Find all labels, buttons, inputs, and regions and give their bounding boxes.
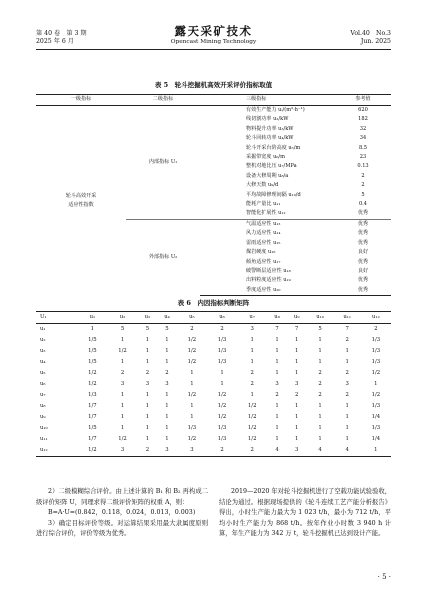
table6-row-label: u₃ — [40, 348, 46, 354]
reference-value: 2 — [361, 182, 365, 189]
table6-cell: 1/5 — [88, 337, 97, 343]
table6-cell: 1/3 — [217, 425, 227, 431]
level3-indicator: 煤岩硬度 u₁₆ — [246, 249, 276, 256]
table6-row — [36, 401, 391, 412]
table6-cell: 1 — [145, 403, 150, 409]
table5 — [36, 94, 391, 296]
volume-issue-en: Vol.40 No.3 — [350, 30, 391, 37]
header-right — [350, 30, 391, 46]
table6-cell: 1 — [220, 381, 224, 387]
table6-header: u₃ — [138, 312, 158, 324]
table6-cell: 3 — [157, 445, 177, 457]
table6-cell: 1/2 — [217, 414, 227, 420]
table6-cell: 1/2 — [187, 348, 197, 354]
table6-cell: 1 — [190, 403, 194, 409]
table6-cell: 1 — [120, 425, 125, 431]
table6-cell: 1/2 — [118, 436, 127, 442]
table6-cell: 3 — [177, 445, 207, 457]
table6-cell: 1 — [165, 425, 169, 431]
table5-header: 一级指标 — [36, 95, 126, 106]
table6-cell: 2 — [120, 370, 125, 376]
table6-cell: 1/2 — [217, 403, 227, 409]
table6-header: u₅ — [177, 312, 207, 324]
table6-header: u₁₀ — [306, 312, 333, 324]
table6-cell: 2 — [220, 326, 224, 332]
reference-value: 23 — [359, 154, 367, 161]
table6-cell: 1 — [190, 370, 194, 376]
level3-indicator: 轮斗开采台阶高度 u₅/m — [246, 144, 301, 151]
table6-cell: 1/5 — [88, 348, 97, 354]
table6-cell: 1/2 — [247, 403, 257, 409]
table6-cell: 1 — [294, 414, 299, 420]
table6-row-label: u₁ — [40, 326, 46, 332]
table6-cell: 1/2 — [88, 370, 97, 376]
reference-value: 优秀 — [357, 258, 369, 265]
table6-cell: 1/2 — [217, 392, 227, 398]
table6-cell: 1 — [275, 370, 279, 376]
level3-indicator: 轮斗回转功率 u₄/kW — [246, 135, 294, 142]
table6-cell: 7 — [275, 326, 279, 332]
reference-value: 182 — [358, 116, 368, 123]
table6-cell: 3 — [250, 326, 254, 332]
reference-value: 优秀 — [357, 277, 369, 284]
table6-cell: 1 — [275, 337, 279, 343]
level3-indicator: 气温适应性 u₁₃ — [200, 219, 335, 229]
table6-cell: 7 — [345, 326, 349, 332]
paragraph: 3）确定目标评价等级。对运算结果采用最大隶属度原则进行综合评价，评价等级为优秀。 — [36, 519, 208, 538]
level3-indicator: 季度适应性 u₂₀ — [200, 286, 335, 296]
table6-row-label: u₆ — [40, 381, 46, 387]
table6-cell: 1 — [318, 403, 322, 409]
table6-cell: 2 — [207, 445, 237, 457]
table6-header: u₉ — [287, 312, 307, 324]
table5-header-row — [36, 95, 391, 106]
table6-row-label: u₇ — [40, 392, 46, 398]
table6-cell: 2 — [374, 326, 378, 332]
table6-cell: 1/2 — [371, 392, 381, 398]
table6-cell: 5 — [120, 326, 125, 332]
table6-cell: 1 — [250, 348, 254, 354]
table6-cell: 1 — [145, 425, 150, 431]
table6-header: u₂ — [107, 312, 137, 324]
table6-row — [36, 368, 391, 379]
table6-cell: 1/2 — [187, 436, 197, 442]
table6-cell: 1 — [294, 370, 299, 376]
table6-cell: 2 — [250, 370, 254, 376]
table6-caption: 表 6 内因指标判断矩阵 — [177, 299, 250, 307]
table6-cell: 1 — [250, 337, 254, 343]
table6-cell: 1/2 — [247, 425, 257, 431]
reference-value: 32 — [359, 125, 367, 132]
table6-cell: 1/2 — [247, 414, 257, 420]
table6-row-label: u₁₂ — [36, 445, 77, 457]
table6-cell: 3 — [275, 381, 279, 387]
table6-header: u₁ — [77, 312, 107, 324]
level3-indicator: 大修天数 u₉/d — [246, 182, 279, 189]
table6-cell: 1/3 — [371, 403, 381, 409]
table6-row-label: u₂ — [40, 337, 46, 343]
table6-cell: 1 — [165, 436, 169, 442]
table6-cell: 1 — [294, 403, 299, 409]
table6-cell: 2 — [138, 445, 158, 457]
table6-cell: 3 — [145, 381, 150, 387]
table6-cell: 1 — [275, 414, 279, 420]
table6-cell: 1 — [120, 414, 125, 420]
table6-cell: 1/2 — [247, 436, 257, 442]
table6-cell: 1 — [190, 414, 194, 420]
table6-cell: 2 — [145, 370, 150, 376]
table6-header: U₁ — [36, 312, 77, 324]
level3-indicator: 采掘带宽度 u₆/m — [246, 154, 285, 161]
table6-cell: 2 — [294, 392, 299, 398]
table5-body — [36, 106, 391, 296]
table6-row — [36, 445, 391, 457]
table6-cell: 1 — [275, 436, 279, 442]
table6-row — [36, 412, 391, 423]
table6-cell: 2 — [190, 326, 194, 332]
level3-indicator: 能耗产量比 u₁₁ — [246, 201, 281, 208]
table6-cell: 2 — [165, 370, 169, 376]
table6-cell: 7 — [294, 326, 299, 332]
table6-cell: 1 — [294, 348, 299, 354]
table6-cell: 1 — [374, 381, 378, 387]
paragraph: 2）二级模糊综合评价。由上述计算的 B₁ 和 B₂ 再构成二级评价矩阵 U，同理求得二级评价矩阵的权重 A，则： — [36, 488, 208, 506]
table6-cell: 1 — [294, 425, 299, 431]
body-column-right — [219, 487, 391, 540]
reference-value: 8.5 — [358, 144, 368, 151]
volume-issue: 第 40 卷 第 3 期 — [36, 30, 87, 37]
table6-cell: 4 — [267, 445, 287, 457]
table6-cell: 1/3 — [217, 359, 227, 365]
journal-title-en: Opencast Mining Technology — [170, 39, 257, 45]
level3-indicator: 风力适应性 u₁₄ — [246, 230, 281, 237]
table6-header: u₄ — [157, 312, 177, 324]
table5-caption: 表 5 轮斗挖掘机高效开采评价指标取值 — [154, 81, 273, 89]
table6-cell: 1 — [120, 403, 125, 409]
table6-cell: 2 — [318, 370, 322, 376]
table6-cell: 4 — [334, 445, 361, 457]
reference-value: 优秀 — [357, 230, 369, 237]
table6-row-label: u₅ — [40, 370, 46, 376]
table6-cell: 1/2 — [77, 445, 107, 457]
table6-cell: 1/3 — [371, 425, 381, 431]
table6-row — [36, 434, 391, 445]
table6-cell: 5 — [145, 326, 150, 332]
table6-cell: 3 — [287, 445, 307, 457]
table6-cell: 1 — [345, 436, 349, 442]
table6-cell: 1/2 — [187, 392, 197, 398]
level3-indicator: 出料粒度适应性 u₁₉ — [246, 277, 291, 284]
table6 — [36, 311, 391, 457]
level2-indicator: 内部指标 U₁ — [148, 158, 178, 165]
table6-cell: 2 — [318, 381, 322, 387]
table6-cell: 3 — [294, 381, 299, 387]
table6-cell: 1/4 — [371, 414, 381, 420]
level3-indicator: 平均故障修理间隔 u₁₀/d — [246, 191, 301, 198]
table6-cell: 1 — [165, 403, 169, 409]
table6-row — [36, 324, 391, 336]
paragraph: 2019—2020 年对轮斗挖掘机进行了空载功能试验验收，结论为通过。根据现场提供的《轮斗连续工艺产能分析报告》得出，小时生产能力最大为 1 023 t/h，最小为 712 t/h，平均小时生产能力为 868 t/h。按年作业小时数 3 940 h 计算，年生产能力为 342 万 t，轮斗挖掘机已达到设计产能。 — [219, 488, 391, 538]
table6-header: u₇ — [237, 312, 267, 324]
table6-header: u₁₂ — [361, 312, 391, 324]
table6-row — [36, 346, 391, 357]
table6-cell: 3 — [345, 381, 349, 387]
page-number: · 5 · — [377, 573, 391, 581]
level2-indicator: 外部指标 U₂ — [126, 219, 200, 295]
reference-value: 良好 — [357, 249, 369, 256]
table6-cell: 1/5 — [88, 425, 97, 431]
table6-body — [36, 324, 391, 457]
level3-indicator: 设备大修周期 u₈/a — [246, 172, 289, 179]
level3-indicator: 整机对地比压 u₇/MPa — [246, 163, 297, 170]
table6-row-label: u₈ — [40, 403, 46, 409]
table6-row — [36, 390, 391, 401]
table6-cell: 1 — [120, 359, 125, 365]
table6-cell: 1 — [250, 392, 254, 398]
table6-cell: 1/7 — [88, 403, 97, 409]
table6-cell: 3 — [107, 445, 137, 457]
body-column-left — [36, 487, 208, 540]
table6-cell: 1 — [165, 348, 169, 354]
table6-cell: 1 — [345, 425, 349, 431]
reference-value: 0.4 — [358, 201, 368, 208]
table6-cell: 1 — [345, 359, 349, 365]
reference-value: 620 — [358, 107, 368, 113]
table6-cell: 4 — [306, 445, 333, 457]
table6-cell: 1 — [318, 436, 322, 442]
table6-cell: 1 — [145, 414, 150, 420]
table6-cell: 2 — [345, 392, 349, 398]
table6-cell: 1 — [318, 337, 322, 343]
table6-cell: 1 — [294, 337, 299, 343]
table6-row-label: u₁₀ — [40, 425, 48, 431]
table6-cell: 2 — [345, 337, 349, 343]
table6-cell: 1 — [275, 403, 279, 409]
table6-cell: 1 — [145, 348, 150, 354]
table6-cell: 1 — [318, 425, 322, 431]
level3-indicator: 物料提升功率 u₃/kW — [246, 125, 294, 132]
formula: B=A·U=(0.842，0.118，0.024，0.013，0.003) — [48, 509, 196, 517]
table6-cell: 1/2 — [371, 370, 381, 376]
table6-row — [36, 357, 391, 368]
table6-cell: 3 — [120, 381, 125, 387]
table5-header: 三级指标 — [200, 95, 335, 106]
table6-cell: 1 — [165, 414, 169, 420]
table6-cell: 5 — [165, 326, 169, 332]
table6-cell: 1 — [190, 381, 194, 387]
table6-header: u₆ — [207, 312, 237, 324]
table6-cell: 2 — [250, 381, 254, 387]
table6-row-label: u₉ — [40, 414, 46, 420]
table6-cell: 1/3 — [217, 348, 227, 354]
table6-cell: 1 — [145, 359, 150, 365]
table6-cell: 1/7 — [88, 436, 97, 442]
reference-value: 5 — [361, 191, 365, 198]
table6-header-row — [36, 312, 391, 324]
table6-cell: 1/2 — [88, 381, 97, 387]
table6-header: u₈ — [267, 312, 287, 324]
table6-cell: 2 — [237, 445, 267, 457]
table6-cell: 1/3 — [371, 359, 381, 365]
reference-value: 0.13 — [357, 163, 369, 170]
table6-cell: 1 — [318, 414, 322, 420]
table6-cell: 1 — [294, 436, 299, 442]
table6-cell: 1/5 — [88, 359, 97, 365]
table6-cell: 1 — [250, 359, 254, 365]
table6-row — [36, 379, 391, 390]
table6-cell: 1 — [145, 337, 150, 343]
journal-title-cn: 露天采矿技术 — [174, 24, 253, 38]
table6-cell: 1 — [294, 359, 299, 365]
table6-cell: 1/3 — [371, 348, 381, 354]
table6-cell: 2 — [345, 370, 349, 376]
level3-indicator: 智能化扩展性 u₁₂ — [246, 210, 286, 217]
table6-cell: 1 — [90, 326, 95, 332]
table6-cell: 1 — [318, 359, 322, 365]
table6-cell: 1/2 — [187, 359, 197, 365]
table6-cell: 3 — [165, 381, 169, 387]
table6-row-label: u₁₁ — [40, 436, 48, 442]
table6-row — [36, 335, 391, 346]
reference-value: 良好 — [357, 267, 369, 274]
table6-cell: 1 — [165, 337, 169, 343]
table6-cell: 2 — [318, 392, 322, 398]
table6-cell: 1 — [275, 348, 279, 354]
table6-cell: 1 — [120, 392, 125, 398]
table6-cell: 5 — [318, 326, 322, 332]
issue-date-en: Jun. 2025 — [360, 38, 391, 45]
level3-indicator: 倾角适应性 u₁₇ — [246, 258, 281, 265]
table6-cell: 1 — [220, 370, 224, 376]
level3-indicator: 有效生产能力 uᵢ/(m³·h⁻¹) — [246, 107, 305, 113]
reference-value: 优秀 — [335, 219, 391, 229]
level1-indicator: 轮斗高效开采 适应性指数 — [65, 192, 97, 208]
table6-cell: 1/2 — [118, 348, 127, 354]
table6-cell: 1/3 — [217, 337, 227, 343]
table6-cell: 1 — [345, 414, 349, 420]
table6-cell: 1/3 — [88, 392, 97, 398]
table6-cell: 1 — [361, 445, 391, 457]
table6-cell: 1 — [145, 436, 150, 442]
reference-value: 34 — [359, 135, 367, 142]
table6-cell: 1/4 — [371, 436, 381, 442]
issue-date: 2025 年 6 月 — [36, 38, 74, 45]
table6-cell: 1 — [165, 359, 169, 365]
table6-cell: 1/7 — [88, 414, 97, 420]
table6-cell: 1 — [345, 403, 349, 409]
reference-value: 优秀 — [335, 286, 391, 296]
table6-cell: 1 — [275, 359, 279, 365]
table6-cell: 1 — [345, 348, 349, 354]
table6-cell: 1 — [318, 348, 322, 354]
table6-cell: 1 — [145, 392, 150, 398]
table5-header: 参考值 — [335, 95, 391, 106]
reference-value: 2 — [361, 172, 365, 179]
table6-row-label: u₄ — [40, 359, 46, 365]
level3-indicator: 线切割功率 u₂/kW — [246, 116, 289, 123]
table5-row — [36, 106, 391, 116]
reference-value: 优秀 — [357, 210, 369, 217]
header-rule — [36, 49, 391, 50]
table6-cell: 1/2 — [187, 337, 197, 343]
table6-cell: 1/3 — [371, 337, 381, 343]
table6-cell: 1 — [120, 337, 125, 343]
table5-header: 二级指标 — [126, 95, 200, 106]
table6-cell: 1/3 — [187, 425, 197, 431]
level3-indicator: 雷雨适应性 u₁₅ — [246, 239, 281, 246]
table6-row — [36, 423, 391, 434]
reference-value: 优秀 — [357, 239, 369, 246]
level3-indicator: 破警断层适应性 u₁₈ — [246, 267, 291, 274]
table6-cell: 1 — [165, 392, 169, 398]
table6-cell: 1/3 — [217, 436, 227, 442]
table6-header: u₁₁ — [334, 312, 361, 324]
table6-cell: 1 — [275, 425, 279, 431]
table6-cell: 2 — [275, 392, 279, 398]
